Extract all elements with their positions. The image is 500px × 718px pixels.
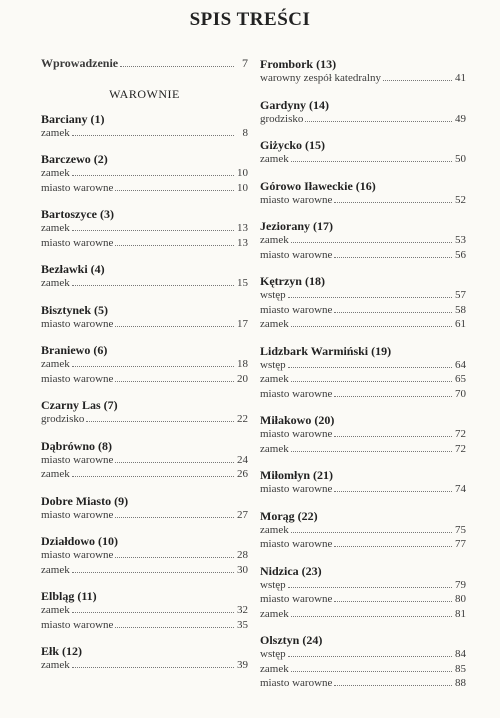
toc-row-label: miasto warowne	[41, 317, 114, 330]
toc-row[interactable]	[260, 578, 466, 593]
toc-row-label: miasto warowne	[260, 303, 333, 316]
toc-entry-heading[interactable]: Górowo Iławeckie (16)	[260, 178, 376, 193]
toc-entry	[41, 207, 248, 250]
toc-row-label: zamek	[260, 318, 289, 330]
toc-row-label: miasto warowne	[260, 677, 333, 689]
toc-row[interactable]	[260, 537, 466, 552]
toc-entry-heading[interactable]: Barciany (1)	[41, 111, 105, 126]
section-heading: WAROWNIE	[109, 86, 180, 101]
toc-row-page: 79	[455, 578, 466, 591]
dot-leader	[72, 467, 234, 477]
dot-leader	[72, 658, 234, 668]
toc-row[interactable]	[41, 372, 248, 387]
dot-leader	[115, 548, 234, 558]
dot-leader	[72, 166, 234, 176]
toc-row[interactable]	[260, 152, 466, 167]
toc-entry	[41, 398, 248, 427]
toc-row[interactable]	[41, 126, 248, 141]
toc-row-page: 84	[455, 648, 466, 660]
dot-leader	[72, 221, 234, 231]
toc-row[interactable]	[260, 233, 466, 248]
toc-row[interactable]	[41, 166, 248, 181]
toc-row-label: wstęp	[260, 578, 286, 591]
toc-row-label: miasto warowne	[260, 428, 333, 440]
toc-entry-heading[interactable]: Miłomłyn (21)	[260, 468, 333, 482]
toc-row[interactable]	[41, 412, 248, 427]
toc-entry-heading[interactable]: Lidzbark Warmiński (19)	[260, 343, 392, 358]
toc-row-page: 52	[455, 193, 466, 206]
toc-intro-label: Wprowadzenie	[41, 56, 119, 70]
toc-row[interactable]	[260, 592, 466, 607]
toc-row-label: zamek	[41, 604, 70, 616]
dot-leader	[115, 508, 234, 518]
dot-leader	[120, 57, 234, 67]
toc-entry-heading[interactable]: Bisztynek (5)	[41, 302, 108, 317]
toc-entry	[41, 303, 248, 332]
toc-entry	[41, 644, 248, 673]
toc-entry	[260, 219, 466, 262]
dot-leader	[383, 71, 452, 81]
toc-entry-heading[interactable]: Kętrzyn (18)	[260, 274, 325, 288]
toc-left-list	[41, 112, 248, 673]
dot-leader	[291, 317, 452, 327]
toc-entry	[41, 112, 248, 141]
toc-entry	[260, 509, 466, 552]
toc-entry	[260, 179, 466, 208]
dot-leader	[115, 236, 234, 246]
toc-row-page: 77	[455, 538, 466, 550]
dot-leader	[291, 662, 452, 672]
toc-row-label: zamek	[260, 373, 289, 385]
toc-row[interactable]	[41, 236, 248, 251]
toc-row-page: 80	[455, 593, 466, 605]
toc-row[interactable]	[260, 662, 466, 677]
toc-entry	[260, 564, 466, 622]
toc-entry	[41, 589, 248, 632]
dot-leader	[291, 152, 452, 162]
toc-row-page: 53	[455, 234, 466, 246]
dot-leader	[291, 523, 452, 533]
dot-leader	[115, 317, 234, 327]
toc-row-page: 26	[237, 468, 248, 480]
toc-row[interactable]	[260, 303, 466, 318]
toc-row-page: 81	[455, 607, 466, 620]
toc-row-page: 56	[455, 248, 466, 261]
dot-leader	[288, 358, 452, 368]
dot-leader	[115, 453, 234, 463]
toc-row[interactable]	[41, 603, 248, 618]
toc-row-label: miasto warowne	[260, 483, 333, 495]
toc-row-label: miasto warowne	[41, 181, 114, 194]
toc-row-page: 88	[455, 677, 466, 689]
toc-row[interactable]	[260, 427, 466, 442]
dot-leader	[334, 676, 452, 686]
toc-row-label: miasto warowne	[41, 508, 114, 521]
toc-row[interactable]	[41, 618, 248, 633]
toc-row-label: zamek	[260, 607, 289, 620]
toc-row[interactable]	[41, 467, 248, 482]
toc-row-page: 20	[237, 372, 248, 385]
toc-entry-heading[interactable]: Frombork (13)	[260, 57, 337, 71]
toc-row-label: miasto warowne	[260, 193, 333, 206]
toc-row[interactable]	[41, 548, 248, 563]
toc-row-page: 39	[237, 659, 248, 671]
dot-leader	[288, 578, 452, 588]
toc-row-page: 61	[455, 318, 466, 330]
toc-row-page: 49	[455, 112, 466, 125]
toc-row[interactable]	[260, 288, 466, 303]
dot-leader	[86, 412, 234, 422]
toc-row-page: 30	[237, 563, 248, 576]
toc-right-list	[260, 57, 466, 691]
toc-row[interactable]	[41, 357, 248, 372]
toc-entry-heading[interactable]: Olsztyn (24)	[260, 633, 323, 647]
toc-row-label: zamek	[41, 659, 70, 671]
toc-row-page: 57	[455, 289, 466, 301]
toc-entry-heading[interactable]: Ełk (12)	[41, 644, 83, 658]
toc-row[interactable]	[260, 317, 466, 332]
toc-row[interactable]	[41, 658, 248, 673]
toc-row[interactable]	[260, 248, 466, 263]
toc-row-label: miasto warowne	[260, 593, 333, 605]
toc-row-page: 70	[455, 387, 466, 400]
toc-row-page: 72	[455, 428, 466, 440]
toc-entry	[260, 413, 466, 456]
toc-row-label: zamek	[41, 563, 70, 576]
toc-row[interactable]	[41, 181, 248, 196]
dot-leader	[334, 482, 452, 492]
dot-leader	[291, 233, 452, 243]
toc-entry-heading[interactable]: Dobre Miasto (9)	[41, 493, 129, 508]
toc-row-label: zamek	[260, 234, 289, 246]
dot-leader	[334, 387, 452, 397]
toc-entry-heading[interactable]: Barczewo (2)	[41, 152, 108, 166]
toc-entry	[260, 468, 466, 497]
toc-row[interactable]	[260, 112, 466, 127]
toc-entry	[260, 274, 466, 332]
toc-entry	[41, 494, 248, 523]
dot-leader	[334, 303, 452, 313]
dot-leader	[334, 537, 452, 547]
toc-entry	[260, 57, 466, 86]
dot-leader	[305, 112, 452, 122]
toc-row[interactable]	[41, 563, 248, 578]
dot-leader	[72, 126, 234, 136]
toc-row-page: 13	[237, 222, 248, 234]
toc-row-label: miasto warowne	[260, 387, 333, 400]
toc-entry-heading[interactable]: Gardyny (14)	[260, 97, 329, 112]
toc-row[interactable]	[260, 647, 466, 662]
toc-row-label: miasto warowne	[41, 236, 114, 249]
dot-leader	[72, 603, 234, 613]
toc-row-label: zamek	[41, 468, 70, 480]
toc-intro-row[interactable]	[41, 57, 248, 71]
toc-row-page: 35	[237, 618, 248, 631]
toc-row[interactable]	[260, 71, 466, 86]
toc-row-label: miasto warowne	[41, 372, 114, 385]
toc-row-label: zamek	[41, 277, 70, 289]
toc-row-page: 18	[237, 358, 248, 370]
dot-leader	[334, 248, 452, 258]
toc-row[interactable]	[260, 193, 466, 208]
toc-row-page: 24	[237, 453, 248, 466]
toc-row[interactable]	[260, 442, 466, 457]
toc-row-page: 10	[237, 167, 248, 179]
toc-row[interactable]	[41, 453, 248, 468]
toc-entry-heading[interactable]: Czarny Las (7)	[41, 398, 118, 412]
toc-entry-heading[interactable]: Bezławki (4)	[41, 262, 105, 276]
toc-entry	[260, 138, 466, 167]
toc-right-column	[260, 57, 466, 691]
toc-row-page: 75	[455, 523, 466, 536]
toc-entry-heading[interactable]: Nidzica (23)	[260, 563, 322, 578]
dot-leader	[334, 592, 452, 602]
toc-row-label: zamek	[260, 662, 289, 675]
toc-entry-heading[interactable]: Braniewo (6)	[41, 343, 108, 357]
toc-row-label: miasto warowne	[41, 618, 114, 631]
toc-row-label: zamek	[41, 126, 70, 139]
toc-entry-heading[interactable]: Dąbrówno (8)	[41, 438, 112, 453]
toc-entry-heading[interactable]: Działdowo (10)	[41, 534, 118, 548]
toc-row-label: miasto warowne	[260, 538, 333, 550]
toc-entry	[260, 633, 466, 691]
toc-row[interactable]	[260, 387, 466, 402]
toc-row-page: 85	[455, 662, 466, 675]
toc-row-page: 27	[237, 508, 248, 521]
toc-left-column	[41, 57, 248, 673]
toc-row-page: 17	[237, 317, 248, 330]
toc-row-label: grodzisko	[260, 112, 304, 125]
dot-leader	[288, 647, 452, 657]
toc-row[interactable]	[260, 482, 466, 497]
toc-row-label: zamek	[41, 222, 70, 234]
toc-row-label: wstęp	[260, 358, 286, 371]
toc-row[interactable]	[260, 523, 466, 538]
toc-row-page: 41	[455, 72, 466, 84]
toc-row-label: wstęp	[260, 648, 286, 660]
toc-entry	[41, 439, 248, 482]
toc-row[interactable]	[41, 221, 248, 236]
toc-row-label: miasto warowne	[41, 549, 114, 561]
dot-leader	[115, 372, 234, 382]
toc-row-label: grodzisko	[41, 413, 85, 425]
dot-leader	[291, 607, 452, 617]
toc-row-page: 65	[455, 373, 466, 385]
toc-row-page: 72	[455, 442, 466, 455]
toc-row-label: zamek	[41, 358, 70, 370]
dot-leader	[291, 442, 452, 452]
toc-row-page: 28	[237, 549, 248, 561]
toc-row[interactable]	[260, 358, 466, 373]
dot-leader	[334, 427, 452, 437]
toc-row[interactable]	[41, 508, 248, 523]
toc-entry-heading[interactable]: Miłakowo (20)	[260, 413, 335, 427]
toc-row[interactable]	[260, 372, 466, 387]
toc-entry	[41, 262, 248, 291]
toc-entry-heading[interactable]: Jeziorany (17)	[260, 219, 333, 233]
page-title: SPIS TREŚCI	[189, 9, 311, 30]
dot-leader	[115, 181, 234, 191]
toc-entry-heading[interactable]: Elbląg (11)	[41, 589, 97, 603]
toc-row-label: zamek	[260, 442, 289, 455]
toc-row-label: zamek	[260, 153, 289, 165]
toc-entry	[41, 152, 248, 195]
toc-row-label: zamek	[260, 523, 289, 536]
toc-intro-page: 7	[242, 56, 248, 70]
toc-row[interactable]	[260, 676, 466, 691]
toc-row-page: 8	[242, 126, 248, 139]
toc-row[interactable]	[41, 276, 248, 291]
dot-leader	[115, 618, 234, 628]
toc-entry-heading[interactable]: Bartoszyce (3)	[41, 207, 114, 221]
toc-row-page: 15	[237, 277, 248, 289]
toc-row-page: 50	[455, 153, 466, 165]
toc-row-label: zamek	[41, 167, 70, 179]
toc-row-label: miasto warowne	[260, 248, 333, 261]
toc-row-page: 13	[237, 236, 248, 249]
toc-row-page: 32	[237, 604, 248, 616]
toc-row-label: wstęp	[260, 289, 286, 301]
dot-leader	[334, 193, 452, 203]
toc-entry	[260, 98, 466, 127]
toc-entry	[260, 344, 466, 402]
toc-row[interactable]	[41, 317, 248, 332]
toc-entry-heading[interactable]: Giżycko (15)	[260, 138, 325, 152]
toc-row-page: 10	[237, 181, 248, 194]
toc-entry	[41, 343, 248, 386]
dot-leader	[72, 276, 234, 286]
toc-row-label: warowny zespół katedralny	[260, 72, 381, 84]
toc-row-page: 64	[455, 358, 466, 371]
toc-row[interactable]	[260, 607, 466, 622]
toc-row-page: 22	[237, 413, 248, 425]
dot-leader	[72, 563, 234, 573]
toc-row-label: miasto warowne	[41, 453, 114, 466]
toc-entry	[41, 534, 248, 577]
dot-leader	[291, 372, 452, 382]
toc-entry-heading[interactable]: Morąg (22)	[260, 508, 318, 523]
dot-leader	[288, 288, 452, 298]
toc-row-page: 58	[455, 303, 466, 316]
toc-row-page: 74	[455, 483, 466, 495]
dot-leader	[72, 357, 234, 367]
